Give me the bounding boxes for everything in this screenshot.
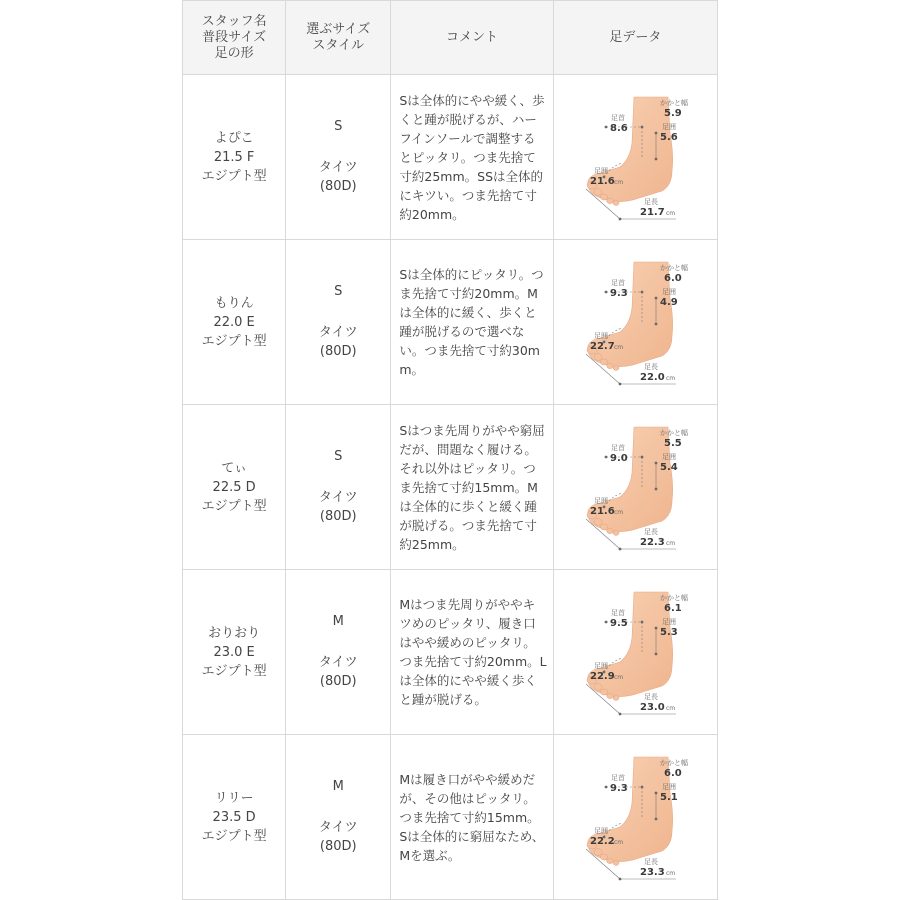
ball-unit: cm	[614, 344, 624, 351]
comment-cell: Sは全体的にピッタリ。つま先捨て寸約20mm。Mは全体的に緩く、歩くと踵が脱げるので選べない。つま先捨て寸約30mm。	[391, 240, 553, 405]
denier: (80D)	[319, 343, 357, 359]
foot-diagram	[576, 258, 694, 386]
heel-width-value: 6.1	[664, 603, 683, 614]
usual-size: 21.5 F	[213, 149, 255, 165]
header-size-style: 選ぶサイズ スタイル	[286, 1, 391, 75]
foot-data-cell	[553, 570, 717, 735]
ankle-value: 9.0	[610, 453, 629, 464]
ball-value: 22.9	[590, 671, 616, 682]
ball-label: 足囲	[594, 497, 609, 505]
staff-cell	[183, 405, 286, 570]
usual-size: 23.0 E	[213, 644, 255, 660]
length-label: 足長	[644, 693, 659, 701]
foot-data-cell	[553, 75, 717, 240]
staff-cell	[183, 75, 286, 240]
staff-name: てぃ	[221, 460, 247, 476]
style-name: タイツ	[318, 324, 358, 340]
length-value: 21.7	[640, 207, 666, 218]
length-label: 足長	[644, 363, 659, 371]
comment-cell: Sはつま先周りがやや窮屈だが、問題なく履ける。それ以外はピッタリ。つま先捨て寸約15mm。Mは全体的に歩くと緩く踵が脱げる。つま先捨て寸約25mm。	[391, 405, 553, 570]
table-row	[183, 75, 718, 240]
ball-value: 22.7	[590, 341, 616, 352]
ball-label: 足囲	[594, 827, 609, 835]
denier: (80D)	[319, 178, 357, 194]
ankle-value: 8.6	[610, 123, 629, 134]
pick-cell	[286, 570, 391, 735]
usual-size: 22.5 D	[212, 479, 256, 495]
instep-height-value: 4.9	[660, 297, 679, 308]
instep-label: 足囲	[662, 288, 677, 296]
heel-width-label: かかと幅	[660, 99, 689, 107]
ball-unit: cm	[614, 179, 624, 186]
foot-diagram	[576, 753, 694, 881]
foot-data-cell	[553, 405, 717, 570]
table-row	[183, 570, 718, 735]
chosen-size: S	[334, 283, 343, 299]
style-name: タイツ	[318, 159, 358, 175]
instep-label: 足囲	[662, 123, 677, 131]
size-table	[182, 0, 718, 900]
pick-cell	[286, 405, 391, 570]
pick-cell	[286, 735, 391, 900]
foot-shape: エジプト型	[201, 663, 267, 679]
staff-cell	[183, 570, 286, 735]
style-name: タイツ	[318, 819, 358, 835]
ankle-value: 9.3	[610, 288, 629, 299]
chosen-size: S	[334, 448, 343, 464]
foot-shape: エジプト型	[201, 168, 267, 184]
ankle-label: 足首	[611, 114, 626, 122]
length-value: 22.3	[640, 537, 666, 548]
staff-cell	[183, 735, 286, 900]
staff-name: よぴこ	[214, 130, 254, 146]
ball-label: 足囲	[594, 167, 609, 175]
length-unit: cm	[666, 870, 676, 877]
length-unit: cm	[666, 210, 676, 217]
instep-label: 足囲	[662, 618, 677, 626]
comment-cell: Mは履き口がやや緩めだが、その他はピッタリ。つま先捨て寸約15mm。Sは全体的に窮屈なため、Mを選ぶ。	[391, 735, 553, 900]
header-staff: スタッフ名 普段サイズ 足の形	[183, 1, 286, 75]
foot-shape: エジプト型	[201, 828, 267, 844]
usual-size: 23.5 D	[212, 809, 256, 825]
ball-unit: cm	[614, 509, 624, 516]
ankle-label: 足首	[611, 609, 626, 617]
style-name: タイツ	[318, 489, 358, 505]
usual-size: 22.0 E	[213, 314, 255, 330]
ball-label: 足囲	[594, 332, 609, 340]
ball-value: 21.6	[590, 176, 616, 187]
foot-shape: エジプト型	[201, 498, 267, 514]
ankle-value: 9.5	[610, 618, 629, 629]
foot-data-cell	[553, 240, 717, 405]
heel-width-label: かかと幅	[660, 759, 689, 767]
instep-height-value: 5.6	[660, 132, 679, 143]
denier: (80D)	[319, 838, 357, 854]
foot-data-cell	[553, 735, 717, 900]
ball-unit: cm	[614, 839, 624, 846]
ball-value: 22.2	[590, 836, 616, 847]
heel-width-value: 5.9	[664, 108, 683, 119]
denier: (80D)	[319, 508, 357, 524]
staff-cell	[183, 240, 286, 405]
ankle-value: 9.3	[610, 783, 629, 794]
heel-width-label: かかと幅	[660, 429, 689, 437]
header-comment: コメント	[391, 1, 553, 75]
header-foot-data: 足データ	[553, 1, 717, 75]
length-value: 22.0	[640, 372, 666, 383]
instep-label: 足囲	[662, 453, 677, 461]
pick-cell	[286, 240, 391, 405]
heel-width-label: かかと幅	[660, 264, 689, 272]
instep-label: 足囲	[662, 783, 677, 791]
length-value: 23.3	[640, 867, 666, 878]
chosen-size: S	[334, 118, 343, 134]
instep-height-value: 5.1	[660, 792, 679, 803]
length-value: 23.0	[640, 702, 666, 713]
staff-name: もりん	[214, 295, 254, 311]
heel-width-value: 6.0	[664, 768, 683, 779]
heel-width-value: 6.0	[664, 273, 683, 284]
foot-shape: エジプト型	[201, 333, 267, 349]
instep-height-value: 5.4	[660, 462, 679, 473]
length-unit: cm	[666, 375, 676, 382]
length-unit: cm	[666, 705, 676, 712]
length-label: 足長	[644, 858, 659, 866]
length-unit: cm	[666, 540, 676, 547]
table-row	[183, 240, 718, 405]
instep-height-value: 5.3	[660, 627, 679, 638]
table-row	[183, 735, 718, 900]
pick-cell	[286, 75, 391, 240]
length-label: 足長	[644, 528, 659, 536]
foot-diagram	[576, 588, 694, 716]
comment-cell: Mはつま先周りがややキツめのピッタリ、履き口はやや緩めのピッタリ。つま先捨て寸約20mm。Lは全体的にやや緩く歩くと踵が脱げる。	[391, 570, 553, 735]
comment-cell: Sは全体的にやや緩く、歩くと踵が脱げるが、ハーフインソールで調整するとピッタリ。つま先捨て寸約25mm。SSは全体的にキツい。つま先捨て寸約20mm。	[391, 75, 553, 240]
table-row	[183, 405, 718, 570]
ball-value: 21.6	[590, 506, 616, 517]
denier: (80D)	[319, 673, 357, 689]
ankle-label: 足首	[611, 444, 626, 452]
length-label: 足長	[644, 198, 659, 206]
staff-name: おりおり	[208, 625, 261, 641]
ball-unit: cm	[614, 674, 624, 681]
style-name: タイツ	[318, 654, 358, 670]
heel-width-value: 5.5	[664, 438, 683, 449]
foot-diagram	[576, 423, 694, 551]
table-header-row	[183, 1, 718, 75]
heel-width-label: かかと幅	[660, 594, 689, 602]
foot-diagram	[576, 93, 694, 221]
ball-label: 足囲	[594, 662, 609, 670]
staff-name: リリー	[214, 790, 254, 806]
chosen-size: M	[332, 613, 344, 629]
ankle-label: 足首	[611, 774, 626, 782]
ankle-label: 足首	[611, 279, 626, 287]
chosen-size: M	[332, 778, 344, 794]
